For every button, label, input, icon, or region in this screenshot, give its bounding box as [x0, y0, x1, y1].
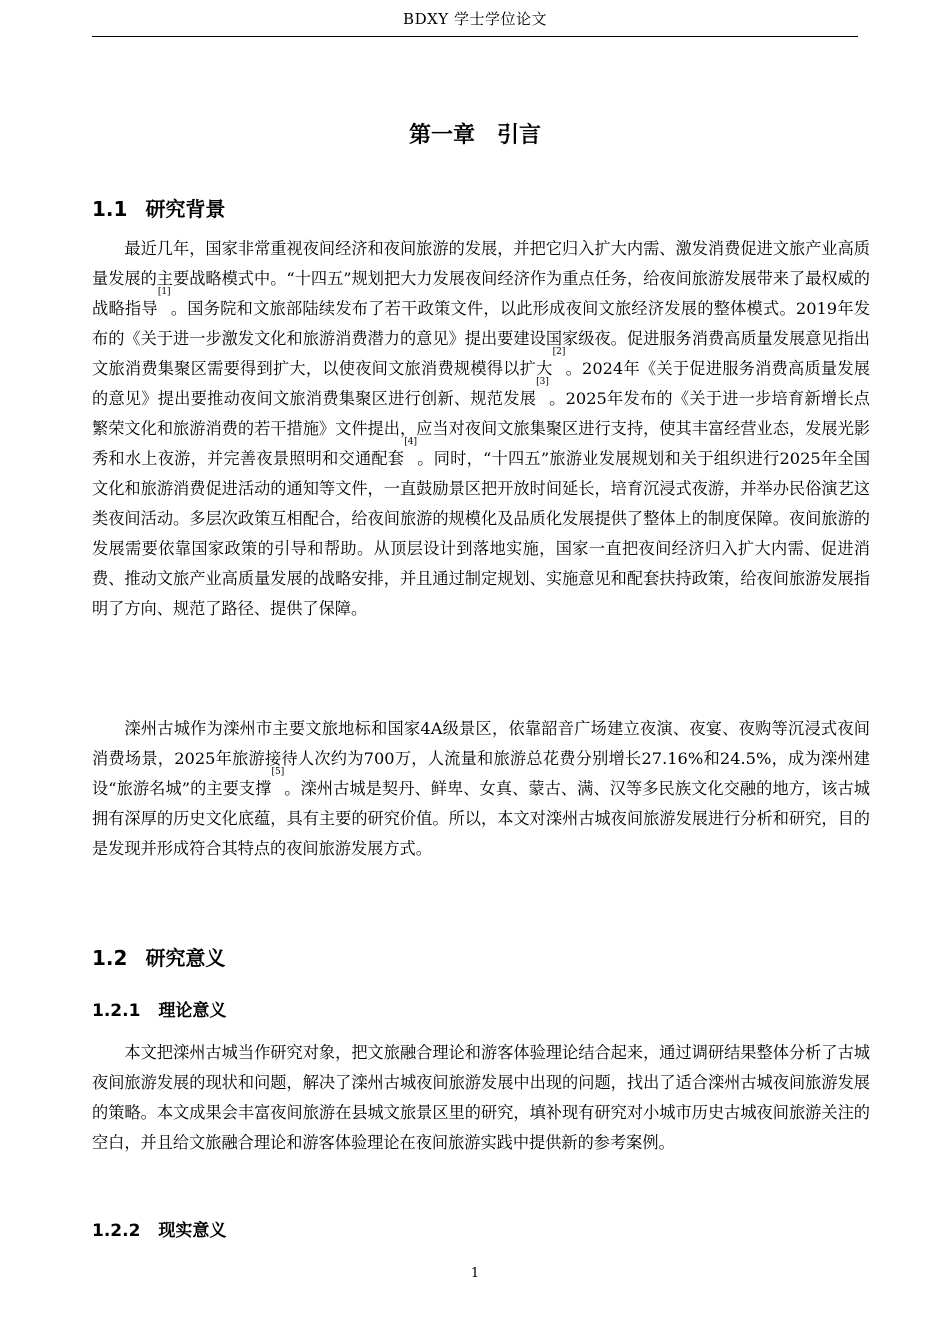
header-rule	[92, 36, 858, 37]
body-paragraph-background-2: 滦州古城作为滦州市主要文旅地标和国家4A级景区，依靠韶音广场建立夜演、夜宴、夜购等沉浸式夜间消费场景，2025年旅游接待人次约为700万，人流量和旅游总花费分别增长27.16%和24.5%，成为滦州建设“旅游名城”的主要支撑[5]。滦州古城是契丹、鲜卑、女真、蒙古、满、汉等多民族文化交融的地方，该古城拥有深厚的历史文化底蕴，具有主要的研究价值。所以，本文对滦州古城夜间旅游发展进行分析和研究，目的是发现并形成符合其特点的夜间旅游发展方式。	[92, 719, 870, 858]
chapter-title: 第一章 引言	[408, 123, 541, 148]
section-number: 1.2	[92, 946, 128, 970]
subsection-title: 理论意义	[158, 1001, 227, 1021]
subsection-heading-1-2-2	[92, 1216, 226, 1241]
page-number: 1	[470, 1266, 480, 1281]
citation-ref: [1]	[157, 287, 171, 297]
citation-ref: [5]	[271, 767, 285, 777]
subsection-title: 现实意义	[158, 1221, 227, 1241]
subsection-heading-1-2-1	[92, 996, 226, 1021]
citation-ref: [2]	[552, 347, 566, 357]
citation-ref: [3]	[536, 377, 549, 387]
section-number: 1.1	[92, 197, 128, 221]
section-title: 研究背景	[145, 197, 226, 221]
body-paragraph-theory: 本文把滦州古城当作研究对象，把文旅融合理论和游客体验理论结合起来，通过调研结果整体分析了古城夜间旅游发展的现状和问题，解决了滦州古城夜间旅游发展中出现的问题，找出了适合滦州古城夜间旅游发展的策略。本文成果会丰富夜间旅游在县城文旅景区里的研究，填补现有研究对小城市历史古城夜间旅游关注的空白，并且给文旅融合理论和游客体验理论在夜间旅游实践中提供新的参考案例。	[92, 1043, 870, 1152]
section-heading-1-1	[92, 193, 225, 222]
section-title: 研究意义	[145, 946, 226, 970]
body-paragraph-background-1: 最近几年，国家非常重视夜间经济和夜间旅游的发展，并把它归入扩大内需、激发消费促进文旅产业高质量发展的主要战略模式中。“十四五”规划把大力发展夜间经济作为重点任务，给夜间旅游发展带来了最权威的战略指导[1]。国务院和文旅部陆续发布了若干政策文件，以此形成夜间文旅经济发展的整体模式。2019年发布的《关于进一步激发文化和旅游消费潜力的意见》提出要建设国家级夜。促进服务消费高质量发展意见指出文旅消费集聚区需要得到扩大，以使夜间文旅消费规模得以扩大[2]。2024年《关于促进服务消费高质量发展的意见》提出要推动夜间文旅消费集聚区进行创新、规范发展[3]。2025年发布的《关于进一步培育新增长点繁荣文化和旅游消费的若干措施》文件提出，应当对夜间文旅集聚区进行支持，使其丰富经营业态，发展光影秀和水上夜游，并完善夜景照明和交通配套[4]。同时，“十四五”旅游业发展规划和关于组织进行2025年全国文化和旅游消费促进活动的通知等文件，一直鼓励景区把开放时间延长，培育沉浸式夜游，并举办民俗演艺这类夜间活动。多层次政策互相配合，给夜间旅游的规模化及品质化发展提供了整体上的制度保障。夜间旅游的发展需要依靠国家政策的引导和帮助。从顶层设计到落地实施，国家一直把夜间经济归入扩大内需、促进消费、推动文旅产业高质量发展的战略安排，并且通过制定规划、实施意见和配套扶持政策，给夜间旅游发展指明了方向、规范了路径、提供了保障。	[92, 239, 871, 618]
section-heading-1-2	[92, 942, 225, 971]
subsection-number: 1.2.2	[92, 1221, 141, 1241]
page-header: BDXY 学士学位论文	[403, 10, 547, 28]
citation-ref: [4]	[404, 437, 418, 447]
subsection-number: 1.2.1	[92, 1001, 141, 1021]
